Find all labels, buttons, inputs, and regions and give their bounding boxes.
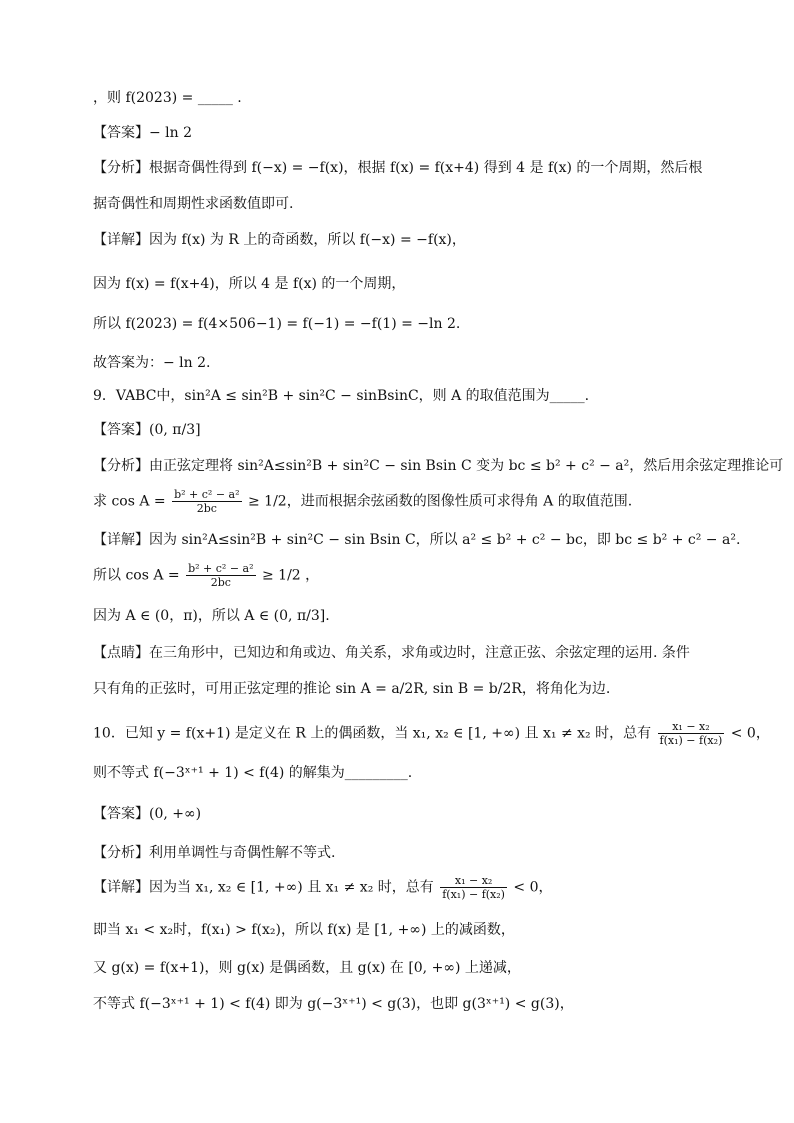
text: 所以 cos A =	[93, 567, 180, 584]
note-continued	[93, 679, 734, 699]
detail-text: 因为 f(x) 为 R 上的奇函数，所以 f(−x) = −f(x)，	[149, 232, 466, 248]
text: 9．VABC中，sin²A ≤ sin²B + sin²C − sinBsinC，则 A 的取值范围为_____.	[93, 388, 590, 404]
detail-step	[93, 920, 734, 940]
answer-line	[93, 420, 734, 440]
answer-tag: 【答案】	[93, 806, 149, 822]
text: 据奇偶性和周期性求函数值即可.	[93, 196, 294, 212]
fraction	[172, 488, 241, 515]
detail-step	[93, 314, 734, 334]
fraction	[658, 720, 725, 747]
answer-text: (0, π/3]	[149, 422, 201, 438]
note-text: 在三角形中，已知边和角或边、角关系，求角或边时，注意正弦、余弦定理的运用. 条件	[149, 645, 690, 661]
detail-step	[93, 994, 734, 1014]
analysis-tag: 【分析】	[93, 458, 149, 474]
detail-step	[93, 606, 734, 626]
answer-tag: 【答案】	[93, 422, 149, 438]
analysis-formula	[93, 488, 734, 515]
question-10	[93, 720, 770, 747]
fraction	[186, 562, 255, 589]
text: < 0，	[730, 725, 770, 742]
text: 求 cos A =	[93, 493, 166, 510]
text: 因为 f(x) = f(x+4)，所以 4 是 f(x) 的一个周期，	[93, 276, 406, 292]
analysis-line	[93, 843, 734, 863]
text: 故答案为：− ln 2.	[93, 355, 211, 371]
analysis-text: 利用单调性与奇偶性解不等式.	[149, 845, 336, 861]
analysis-line	[93, 158, 734, 178]
numerator: b² + c² − a²	[188, 562, 254, 575]
text: 则不等式 f(−3ˣ⁺¹ + 1) < f(4) 的解集为_________.	[93, 765, 413, 781]
denominator: 2bc	[210, 576, 231, 589]
denominator: f(x₁) − f(x₂)	[659, 734, 723, 747]
detail-tag: 【详解】	[93, 232, 149, 248]
question-9	[93, 386, 734, 406]
text: 所以 f(2023) = f(4×506−1) = f(−1) = −f(1) = −ln 2.	[93, 316, 461, 332]
detail-tag: 【详解】	[93, 532, 149, 548]
text: < 0，	[513, 879, 553, 896]
detail-formula	[93, 562, 734, 589]
analysis-line	[93, 456, 784, 476]
text: 因为 A ∈ (0，π)，所以 A ∈ (0, π/3].	[93, 608, 330, 624]
detail-text: 因为 sin²A≤sin²B + sin²C − sin Bsin C，所以 a² ≤ b² + c² − bc，即 bc ≤ b² + c² − a².	[149, 532, 741, 548]
fraction	[440, 874, 507, 901]
analysis-continued	[93, 194, 734, 214]
analysis-text: 根据奇偶性得到 f(−x) = −f(x)，根据 f(x) = f(x+4) 得到 4 是 f(x) 的一个周期，然后根	[149, 160, 703, 176]
text: 不等式 f(−3ˣ⁺¹ + 1) < f(4) 即为 g(−3ˣ⁺¹) < g(3)，也即 g(3ˣ⁺¹) < g(3)，	[93, 996, 574, 1012]
question-tail	[93, 88, 734, 108]
note-tag: 【点睛】	[93, 645, 149, 661]
answer-line	[93, 123, 734, 143]
answer-line	[93, 804, 734, 824]
text: ≥ 1/2，进而根据余弦函数的图像性质可求得角 A 的取值范围.	[247, 493, 633, 510]
numerator: x₁ − x₂	[440, 874, 507, 888]
analysis-tag: 【分析】	[93, 160, 149, 176]
analysis-text: 由正弦定理将 sin²A≤sin²B + sin²C − sin Bsin C 变为 bc ≤ b² + c² − a²，然后用余弦定理推论可	[149, 458, 784, 474]
answer-text: (0, +∞)	[149, 806, 202, 822]
detail-formula	[93, 874, 734, 901]
text: 即当 x₁ < x₂时，f(x₁) > f(x₂)，所以 f(x) 是 [1, +∞) 上的减函数，	[93, 922, 515, 938]
text: 只有角的正弦时，可用正弦定理的推论 sin A = a/2R, sin B = b/2R，将角化为边.	[93, 681, 611, 697]
text: 又 g(x) = f(x+1)，则 g(x) 是偶函数，且 g(x) 在 [0, +∞) 上递减，	[93, 960, 521, 976]
denominator: 2bc	[196, 502, 217, 515]
text: 10．已知 y = f(x+1) 是定义在 R 上的偶函数，当 x₁, x₂ ∈ [1, +∞) 且 x₁ ≠ x₂ 时，总有	[93, 725, 652, 742]
answer-text: − ln 2	[149, 125, 193, 141]
numerator: x₁ − x₂	[658, 720, 725, 734]
text: ，则 f(2023) = _____ .	[93, 90, 242, 106]
detail-step	[93, 274, 734, 294]
numerator: b² + c² − a²	[174, 488, 240, 501]
denominator: f(x₁) − f(x₂)	[442, 888, 505, 901]
analysis-tag: 【分析】	[93, 845, 149, 861]
final-answer	[93, 353, 734, 373]
answer-tag: 【答案】	[93, 125, 149, 141]
note-line	[93, 643, 734, 663]
text: 【详解】因为当 x₁, x₂ ∈ [1, +∞) 且 x₁ ≠ x₂ 时，总有	[93, 879, 434, 896]
detail-step	[93, 958, 734, 978]
text: ≥ 1/2 ，	[261, 567, 320, 584]
detail-line	[93, 230, 734, 250]
question-10-continued	[93, 763, 734, 783]
detail-line	[93, 530, 741, 550]
